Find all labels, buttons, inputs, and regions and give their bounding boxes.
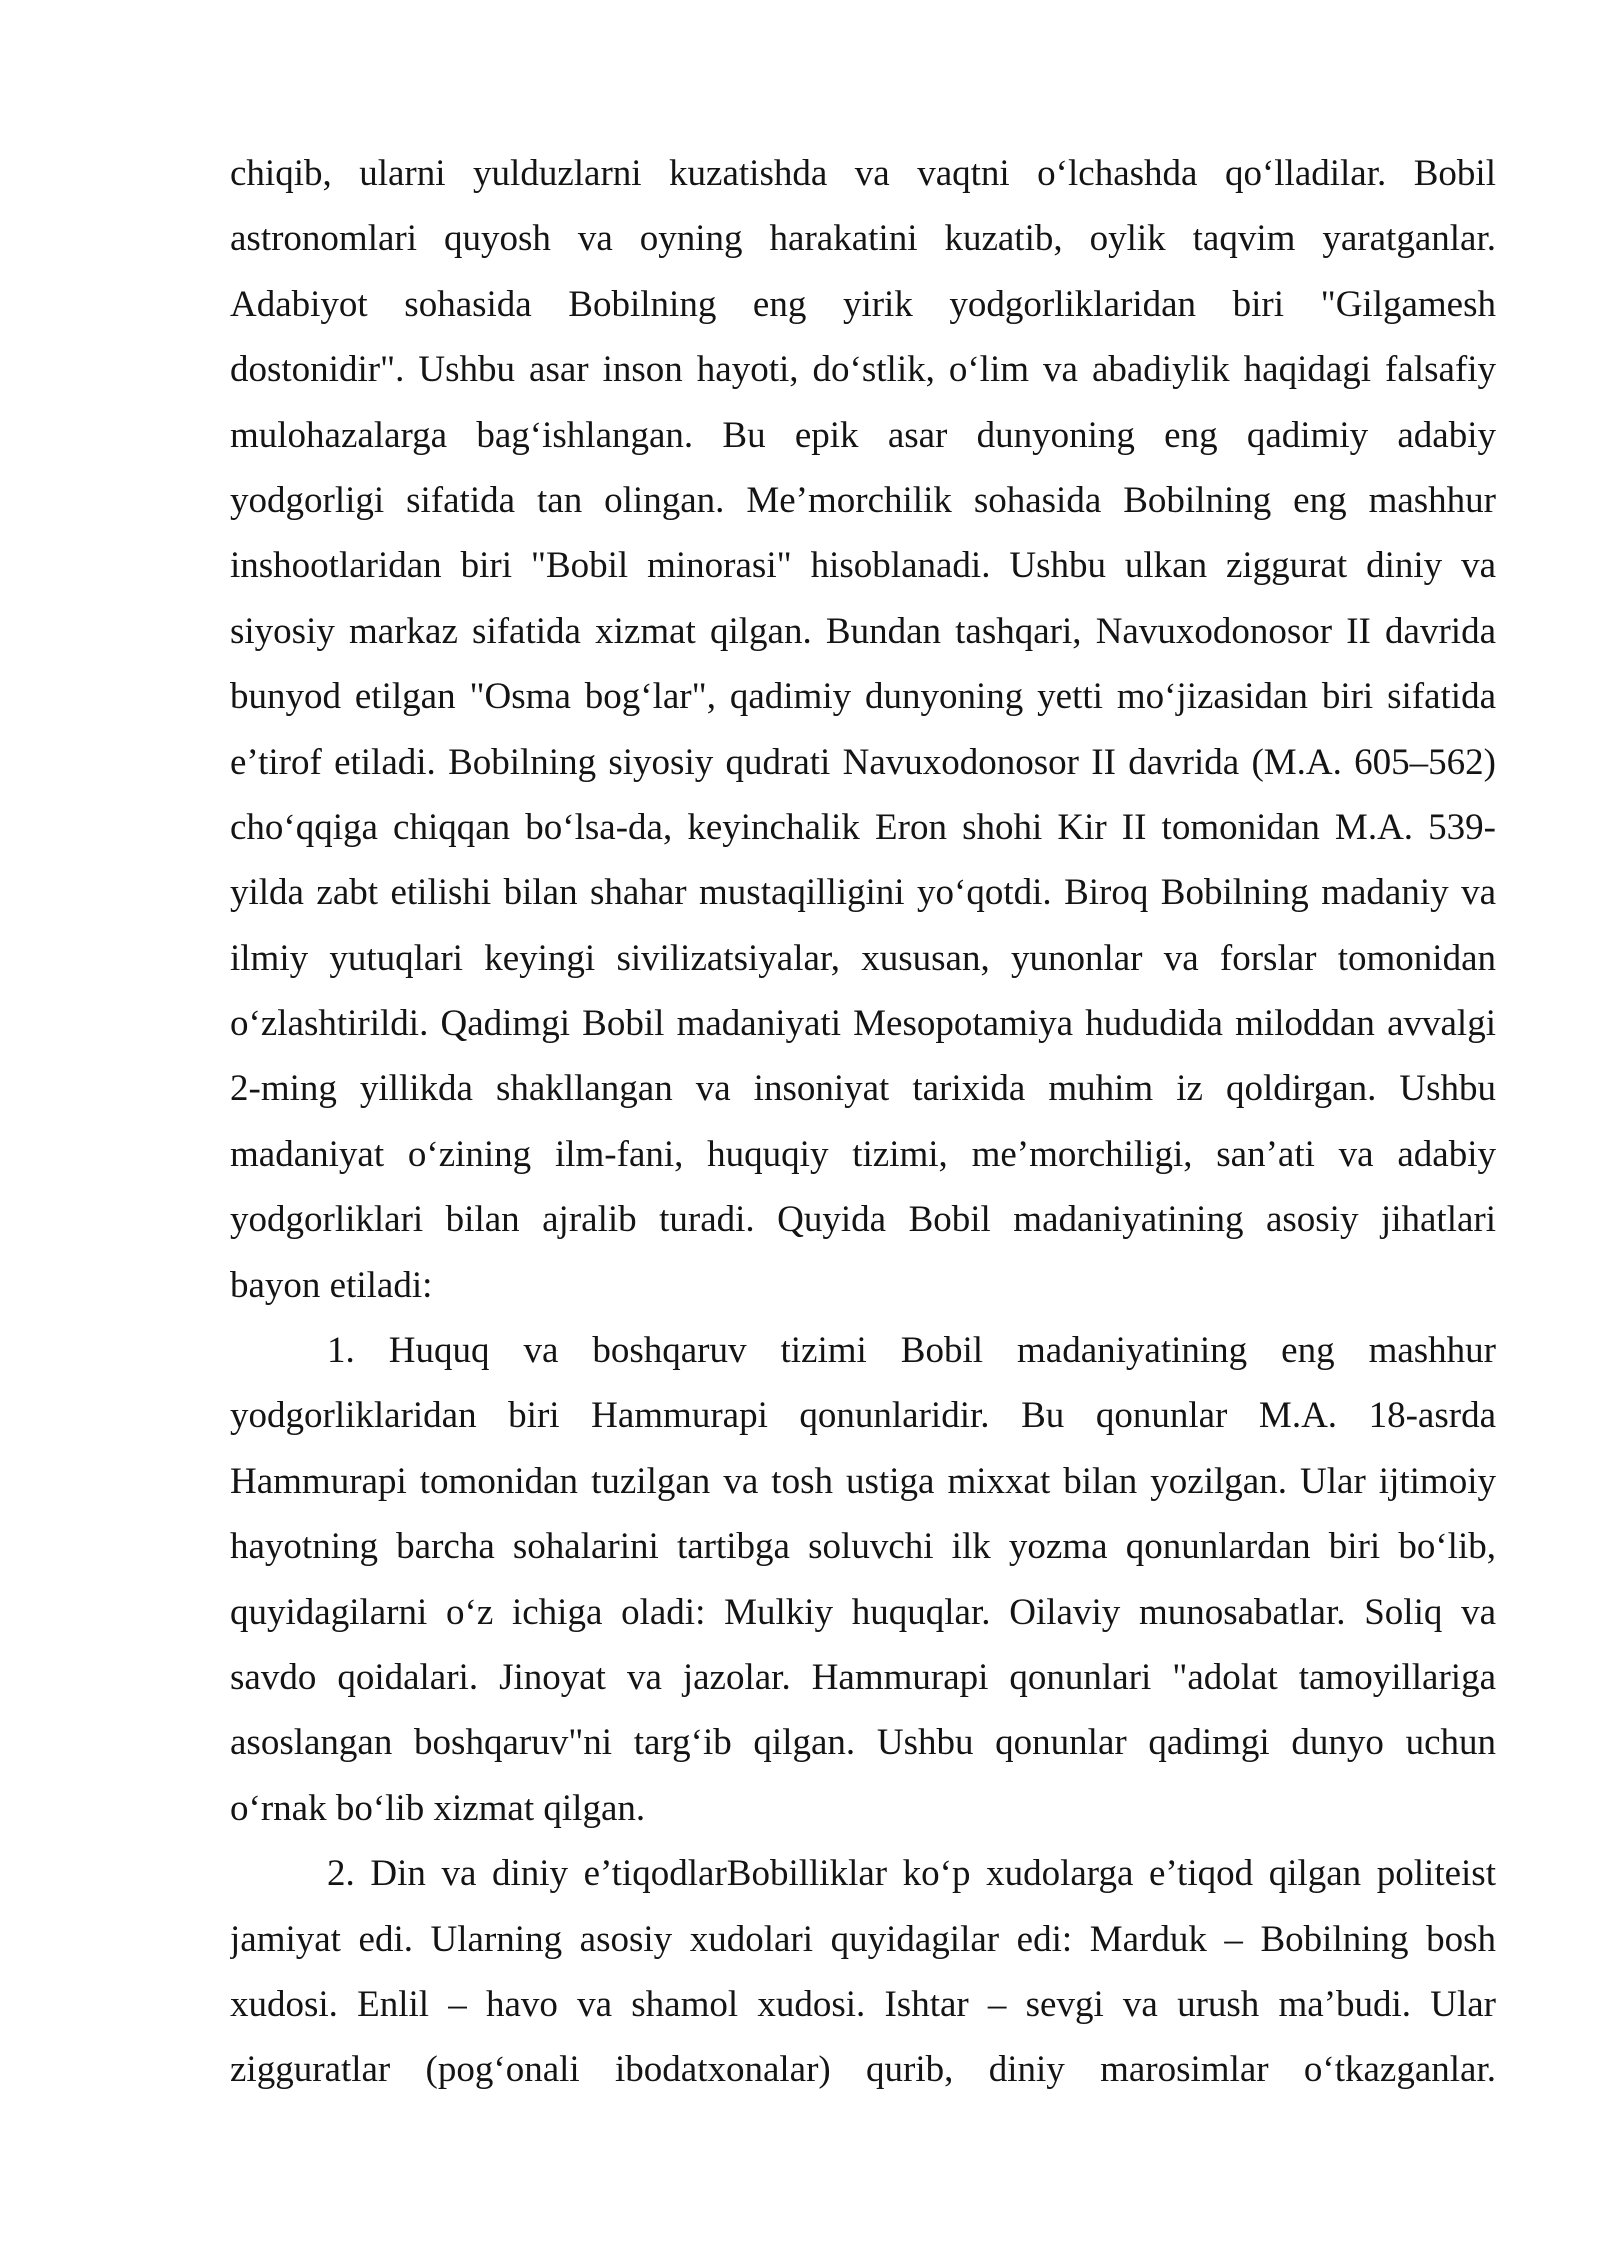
text-line: bayon etiladi: — [230, 1264, 433, 1306]
paragraph-religion-and-beliefs — [230, 1841, 1496, 2103]
text-line: yilda zabt etilishi bilan shahar mustaqilligini yo‘qotdi. Biroq Bobilning madaniy va — [230, 872, 1496, 914]
text-line: savdo qoidalari. Jinoyat va jazolar. Hammurapi qonunlari "adolat tamoyillariga — [230, 1656, 1496, 1698]
text-line: yodgorliklari bilan ajralib turadi. Quyida Bobil madaniyatining asosiy jihatlari — [230, 1199, 1496, 1241]
document-body — [230, 141, 1496, 2103]
text-line: e’tirof etiladi. Bobilning siyosiy qudrati Navuxodonosor II davrida (M.A. 605–562) — [230, 741, 1496, 783]
text-line: zigguratlar (pog‘onali ibodatxonalar) qurib, diniy marosimlar o‘tkazganlar. — [230, 2049, 1496, 2091]
text-line: dostonidir". Ushbu asar inson hayoti, do‘stlik, o‘lim va abadiylik haqidagi falsafiy — [230, 349, 1496, 391]
numbered-heading-line: 1. Huquq va boshqaruv tizimi Bobil madaniyatining eng mashhur — [327, 1330, 1496, 1372]
text-line: yodgorliklaridan biri Hammurapi qonunlaridir. Bu qonunlar M.A. 18-asrda — [230, 1395, 1496, 1437]
text-line: xudosi. Enlil – havo va shamol xudosi. Ishtar – sevgi va urush ma’budi. Ular — [230, 1983, 1496, 2025]
text-line: Hammurapi tomonidan tuzilgan va tosh ustiga mixxat bilan yozilgan. Ular ijtimoiy — [230, 1460, 1496, 1502]
text-line: quyidagilarni o‘z ichiga oladi: Mulkiy huquqlar. Oilaviy munosabatlar. Soliq va — [230, 1591, 1496, 1633]
paragraph-law-and-governance — [230, 1318, 1496, 1841]
text-line: cho‘qqiga chiqqan bo‘lsa-da, keyinchalik Eron shohi Kir II tomonidan M.A. 539- — [230, 806, 1496, 848]
text-line: o‘rnak bo‘lib xizmat qilgan. — [230, 1787, 646, 1829]
text-line: astronomlari quyosh va oyning harakatini kuzatib, oylik taqvim yaratganlar. — [230, 218, 1496, 260]
text-line: madaniyat o‘zining ilm-fani, huquqiy tizimi, me’morchiligi, san’ati va adabiy — [230, 1133, 1496, 1175]
text-line: inshootlaridan biri "Bobil minorasi" hisoblanadi. Ushbu ulkan ziggurat diniy va — [230, 545, 1496, 587]
text-line: mulohazalarga bag‘ishlangan. Bu epik asar dunyoning eng qadimiy adabiy — [230, 414, 1496, 456]
paragraph-babylon-science-literature — [230, 141, 1496, 1318]
text-line: 2-ming yillikda shakllangan va insoniyat tarixida muhim iz qoldirgan. Ushbu — [230, 1068, 1496, 1110]
text-line: asoslangan boshqaruv"ni targ‘ib qilgan. Ushbu qonunlar qadimgi dunyo uchun — [230, 1722, 1496, 1764]
text-line: siyosiy markaz sifatida xizmat qilgan. Bundan tashqari, Navuxodonosor II davrida — [230, 610, 1496, 652]
text-line: Adabiyot sohasida Bobilning eng yirik yodgorliklaridan biri "Gilgamesh — [230, 283, 1496, 325]
text-line: jamiyat edi. Ularning asosiy xudolari quyidagilar edi: Marduk – Bobilning bosh — [230, 1918, 1496, 1960]
numbered-heading-line: 2. Din va diniy e’tiqodlarBobilliklar ko‘p xudolarga e’tiqod qilgan politeist — [327, 1853, 1496, 1895]
text-line: hayotning barcha sohalarini tartibga soluvchi ilk yozma qonunlardan biri bo‘lib, — [230, 1526, 1496, 1568]
text-line: o‘zlashtirildi. Qadimgi Bobil madaniyati Mesopotamiya hududida miloddan avvalgi — [230, 1003, 1496, 1045]
text-line: chiqib, ularni yulduzlarni kuzatishda va vaqtni o‘lchashda qo‘lladilar. Bobil — [230, 153, 1496, 194]
text-line: yodgorligi sifatida tan olingan. Me’morchilik sohasida Bobilning eng mashhur — [230, 479, 1496, 521]
text-line: ilmiy yutuqlari keyingi sivilizatsiyalar, xususan, yunonlar va forslar tomonidan — [230, 937, 1496, 979]
text-line: bunyod etilgan "Osma bog‘lar", qadimiy dunyoning yetti mo‘jizasidan biri sifatida — [230, 676, 1496, 718]
